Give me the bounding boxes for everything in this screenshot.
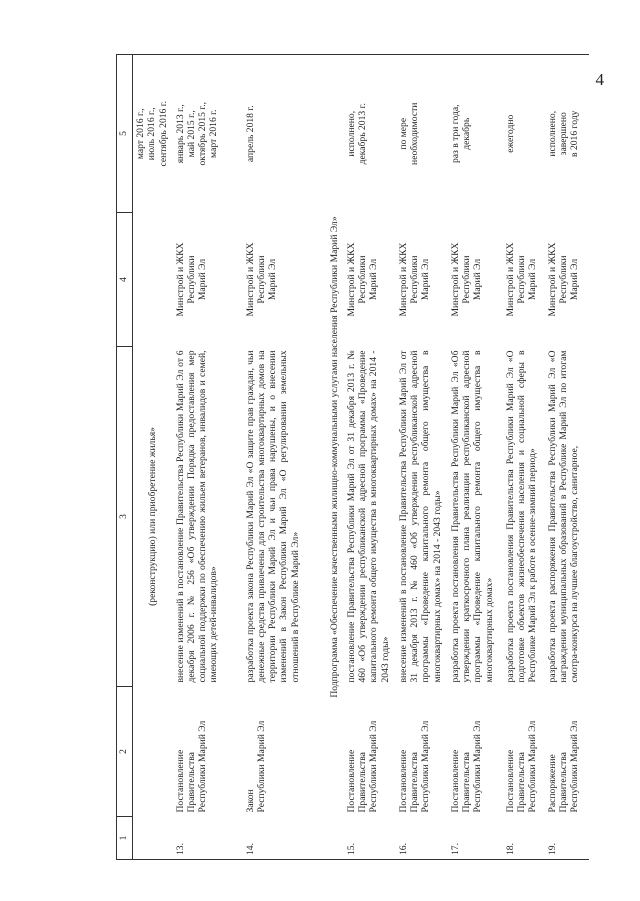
table-row (173, 55, 243, 860)
row-number: 15. (344, 817, 396, 860)
header-col-2: 2 (117, 687, 133, 817)
header-col-1: 1 (117, 817, 133, 860)
row-number: 16. (396, 817, 448, 860)
row-number: 19. (545, 817, 589, 860)
document-type: Постановление Правительства Республики Марий Эл (345, 720, 380, 813)
document-name: разработка проекта закона Республики Марий Эл «О защите прав граждан, чьи денежные средства привлечены для строительства многоквартирных домов на территории Республики Марий Эл и чьи права нарушены, и о внесении изменений в Закон Республики Марий Эл «О регулировании земельных отношений в Республике Марий Эл» (244, 350, 301, 683)
continuation-date: март 2016 г., июль 2016 г., сентябрь 2016 г. (133, 55, 173, 213)
deadline: ежегодно (503, 55, 545, 213)
document-name: внесение изменений в постановление Правительства Республики Марий Эл от 6 декабря 2006 г. № 256 «Об утверждении Порядка предоставления мер социальной поддержки по обеспечению жильем ветеранов, инвалидов и семей, имеющих детей-инвалидов» (174, 350, 220, 683)
rotated-table-wrapper (116, 55, 586, 860)
row-number: 17. (448, 817, 503, 860)
executor: Минстрой и ЖКХ Республики Марий Эл (504, 242, 539, 317)
table-row-continuation (133, 55, 173, 860)
table-row (243, 55, 325, 860)
row-number: 18. (503, 817, 545, 860)
document-type: Закон Республики Марий Эл (244, 720, 267, 813)
table-row (448, 55, 503, 860)
continuation-text: (реконструкцию) или приобретение жилья» (147, 427, 159, 606)
document-type: Постановление Правительства Республики Марий Эл (449, 720, 484, 813)
document-name: разработка проекта постановления Правительства Республики Марий Эл «О подготовке объектов жизнеобеспечения населения и социальной сферы в Республике Марий Эл к работе в осенне-зимний период» (504, 350, 539, 683)
table-row (344, 55, 396, 860)
document-name: разработка проекта постановления Правительства Республики Марий Эл «Об утверждении краткосрочного плана реализации республиканской адресной программы «Проведение капитального ремонта общего имущества в многоквартирных домах» (449, 350, 495, 683)
executor: Минстрой и ЖКХ Республики Марий Эл (174, 242, 209, 317)
header-col-4: 4 (117, 213, 133, 347)
header-row (117, 55, 133, 860)
document-type: Постановление Правительства Республики Марий Эл (174, 720, 209, 813)
table-row (545, 55, 589, 860)
legislation-table (116, 54, 589, 860)
document-name: разработка проекта распоряжения Правительства Республики Марий Эл «О награждении муниципальных образований в Республике Марий Эл по итогам смотра-конкурса на лучшее благоустройство, санитарное, (546, 350, 581, 683)
document-type: Постановление Правительства Республики Марий Эл (397, 720, 432, 813)
deadline: исполнено, завершено в 2016 году (545, 55, 589, 213)
deadline: исполнено, декабрь 2013 г. (344, 55, 396, 213)
executor: Минстрой и ЖКХ Республики Марий Эл (345, 242, 380, 317)
deadline: январь 2013 г., май 2015 г., октябрь 2015 г., март 2016 г. (173, 55, 243, 213)
row-number: 13. (173, 817, 243, 860)
executor: Минстрой и ЖКХ Республики Марий Эл (397, 242, 432, 317)
executor: Минстрой и ЖКХ Республики Марий Эл (244, 242, 279, 317)
row-number: 14. (243, 817, 325, 860)
deadline: по мере необходимости (396, 55, 448, 213)
document-type: Постановление Правительства Республики Марий Эл (504, 720, 539, 813)
executor: Минстрой и ЖКХ Республики Марий Эл (546, 242, 581, 317)
deadline: раз в три года, декабрь (448, 55, 503, 213)
table-row (503, 55, 545, 860)
subprogram-row (325, 55, 344, 860)
executor: Минстрой и ЖКХ Республики Марий Эл (449, 242, 484, 317)
document-type: Распоряжение Правительства Республики Марий Эл (546, 720, 581, 813)
header-col-5: 5 (117, 55, 133, 213)
document-name: внесение изменений в постановление Правительства Республики Марий Эл от 31 декабря 2013 г. № 460 «Об утверждении республиканской адресной программы «Проведение капитального ремонта общего имущества в многоквартирных домах» на 2014 - 2043 годы» (397, 350, 443, 683)
subprogram-title: Подпрограмма «Обеспечение качественными жилищно-коммунальными услугами населения Республики Марий Эл» (325, 55, 344, 860)
page-number: 4 (595, 70, 604, 89)
document-name: постановление Правительства Республики Марий Эл от 31 декабря 2013 г. № 460 «Об утверждении республиканской адресной программы «Проведение капитального ремонта общего имущества в многоквартирных домах» на 2014 - 2043 годы» (345, 350, 391, 683)
table-row (396, 55, 448, 860)
header-col-3: 3 (117, 347, 133, 687)
deadline: апрель 2018 г. (243, 55, 325, 213)
